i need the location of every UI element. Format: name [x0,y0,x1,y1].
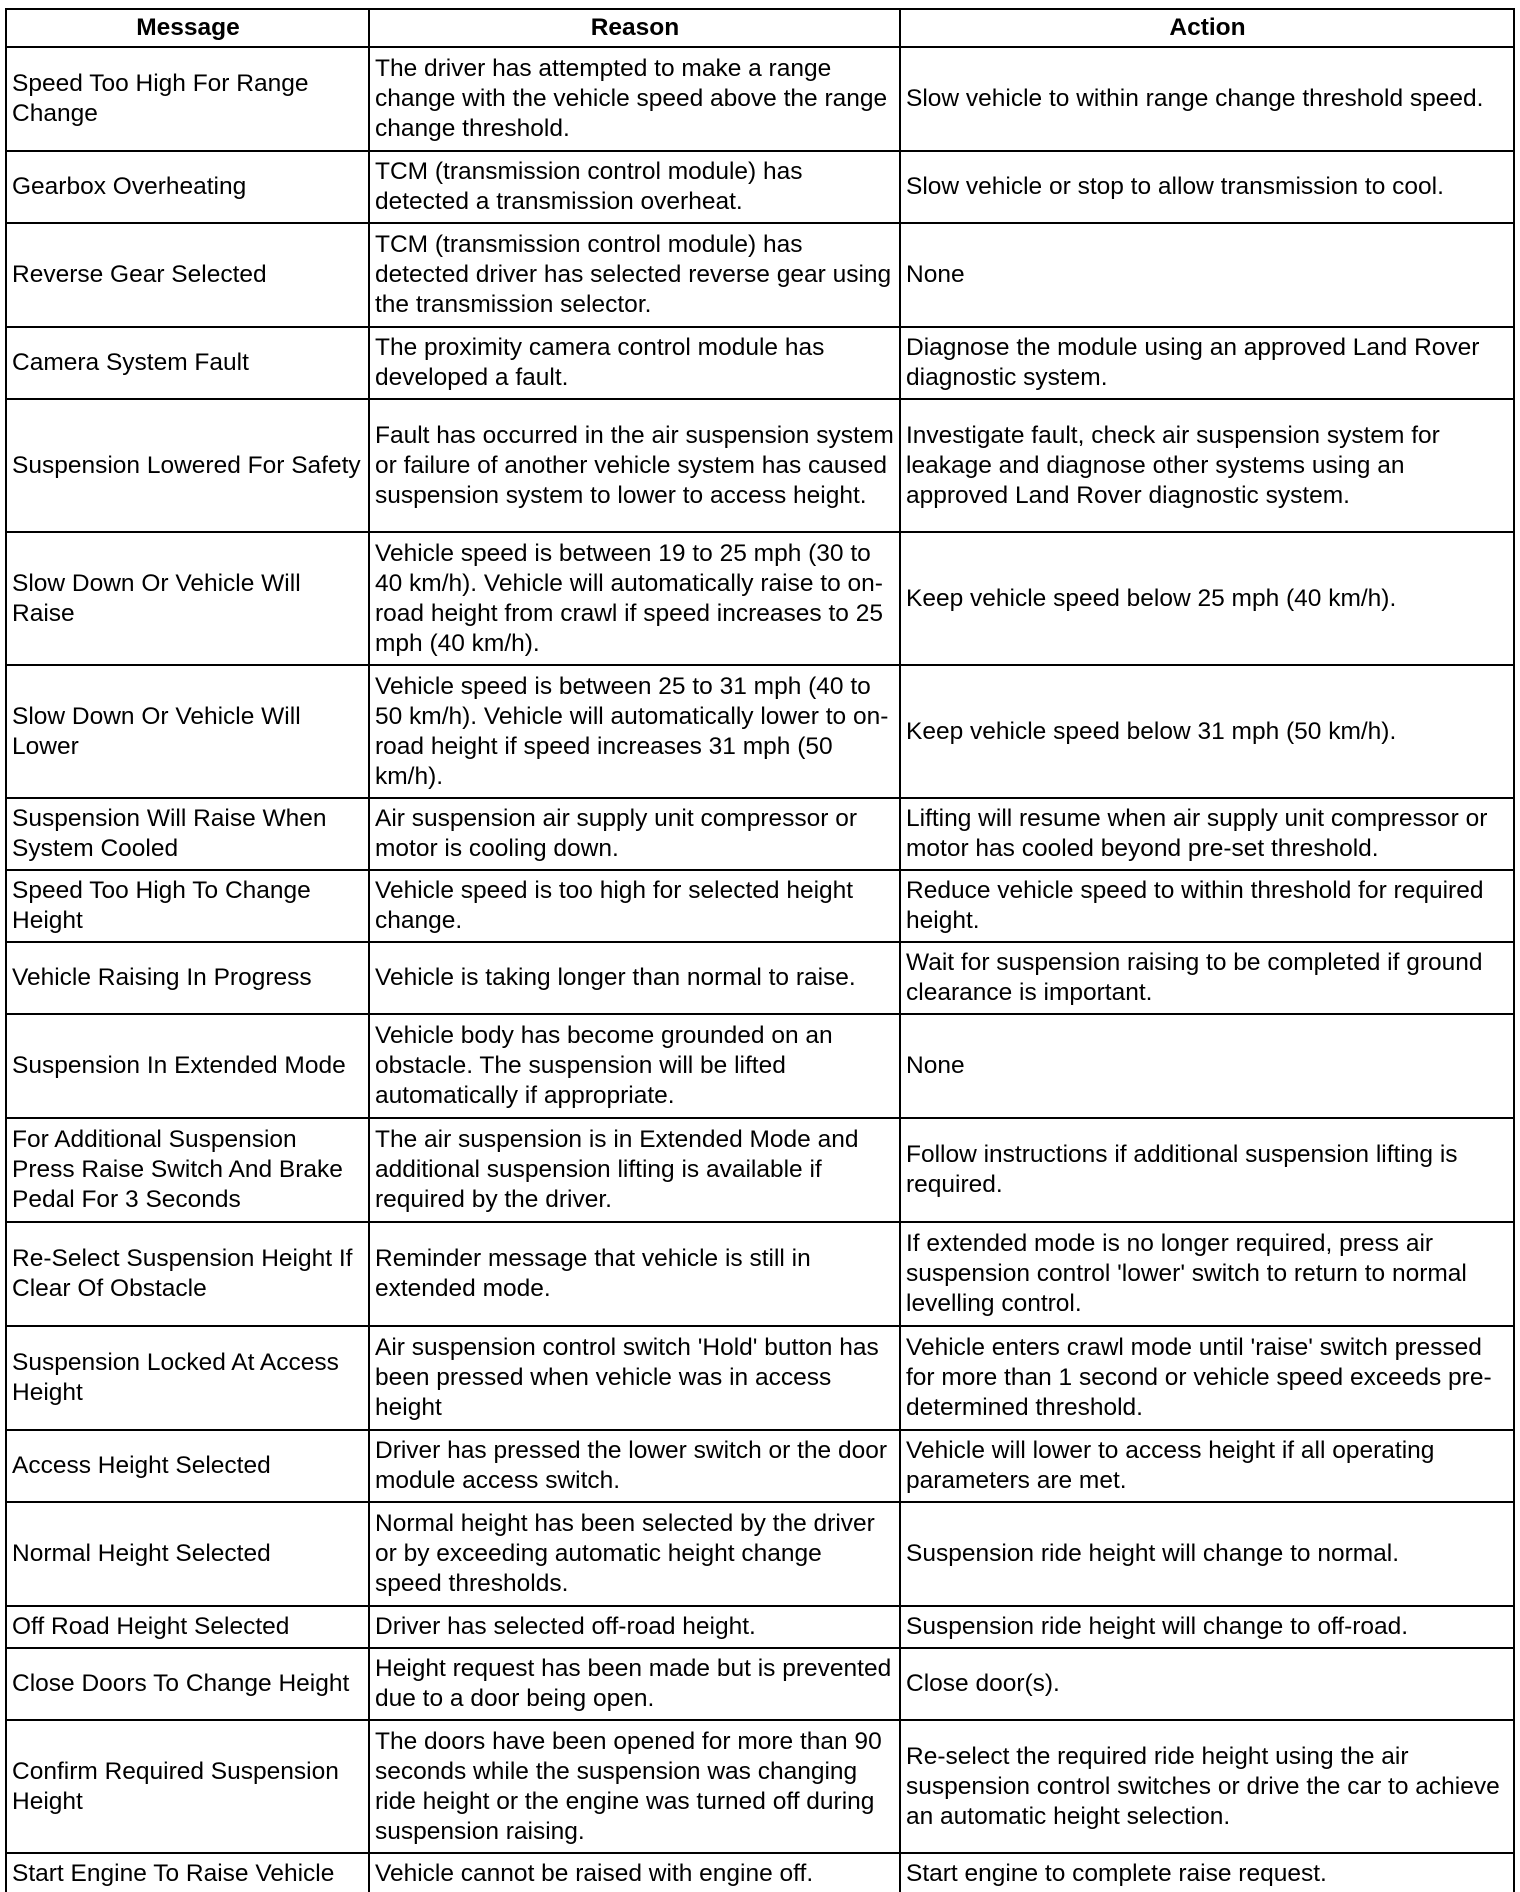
action-cell: Reduce vehicle speed to within threshold for required height. [900,870,1514,942]
reason-cell: The proximity camera control module has developed a fault. [369,327,900,399]
action-cell: Diagnose the module using an approved Land Rover diagnostic system. [900,327,1514,399]
message-cell: Re-Select Suspension Height If Clear Of Obstacle [6,1222,369,1326]
message-cell: Camera System Fault [6,327,369,399]
table-row [6,1606,1514,1648]
table-row [6,47,1514,151]
action-cell: Vehicle will lower to access height if all operating parameters are met. [900,1430,1514,1502]
table-row [6,1222,1514,1326]
message-cell: Vehicle Raising In Progress [6,942,369,1014]
message-cell: Close Doors To Change Height [6,1648,369,1720]
message-cell: Suspension Will Raise When System Cooled [6,798,369,870]
message-cell: Slow Down Or Vehicle Will Raise [6,532,369,665]
message-cell: Access Height Selected [6,1430,369,1502]
action-cell: Suspension ride height will change to normal. [900,1502,1514,1606]
table-row [6,151,1514,223]
table-row [6,1430,1514,1502]
action-cell: Vehicle enters crawl mode until 'raise' switch pressed for more than 1 second or vehicle speed exceeds pre-determined threshold. [900,1326,1514,1430]
reason-cell: Normal height has been selected by the driver or by exceeding automatic height change speed thresholds. [369,1502,900,1606]
reason-cell: Vehicle is taking longer than normal to raise. [369,942,900,1014]
reason-cell: Driver has selected off-road height. [369,1606,900,1648]
table-row [6,870,1514,942]
table-row [6,1853,1514,1892]
action-cell: If extended mode is no longer required, press air suspension control 'lower' switch to return to normal levelling control. [900,1222,1514,1326]
action-cell: Lifting will resume when air supply unit compressor or motor has cooled beyond pre-set threshold. [900,798,1514,870]
table-row [6,1720,1514,1853]
message-cell: Confirm Required Suspension Height [6,1720,369,1853]
column-header-reason: Reason [369,9,900,47]
reason-cell: Height request has been made but is prevented due to a door being open. [369,1648,900,1720]
reason-cell: The air suspension is in Extended Mode and additional suspension lifting is available if required by the driver. [369,1118,900,1222]
column-header-action: Action [900,9,1514,47]
table-row [6,399,1514,532]
reason-cell: Vehicle speed is between 25 to 31 mph (40 to 50 km/h). Vehicle will automatically lower to on-road height if speed increases 31 mph (50 km/h). [369,665,900,798]
reason-cell: Vehicle speed is too high for selected height change. [369,870,900,942]
message-cell: Suspension In Extended Mode [6,1014,369,1118]
reason-cell: Driver has pressed the lower switch or the door module access switch. [369,1430,900,1502]
table-row [6,1014,1514,1118]
column-header-message: Message [6,9,369,47]
reason-cell: TCM (transmission control module) has detected driver has selected reverse gear using the transmission selector. [369,223,900,327]
action-cell: Start engine to complete raise request. [900,1853,1514,1892]
reason-cell: Reminder message that vehicle is still in extended mode. [369,1222,900,1326]
table-row [6,223,1514,327]
action-cell: Suspension ride height will change to off-road. [900,1606,1514,1648]
reason-cell: Vehicle cannot be raised with engine off. [369,1853,900,1892]
message-cell: Slow Down Or Vehicle Will Lower [6,665,369,798]
message-cell: Start Engine To Raise Vehicle [6,1853,369,1892]
message-cell: Speed Too High For Range Change [6,47,369,151]
reason-cell: TCM (transmission control module) has detected a transmission overheat. [369,151,900,223]
action-cell: Re-select the required ride height using the air suspension control switches or drive the car to achieve an automatic height selection. [900,1720,1514,1853]
message-cell: For Additional Suspension Press Raise Switch And Brake Pedal For 3 Seconds [6,1118,369,1222]
action-cell: Slow vehicle or stop to allow transmission to cool. [900,151,1514,223]
action-cell: None [900,1014,1514,1118]
action-cell: Investigate fault, check air suspension system for leakage and diagnose other systems using an approved Land Rover diagnostic system. [900,399,1514,532]
table-row [6,942,1514,1014]
message-cell: Speed Too High To Change Height [6,870,369,942]
table-row [6,532,1514,665]
action-cell: Keep vehicle speed below 25 mph (40 km/h). [900,532,1514,665]
table-header-row [6,9,1514,47]
reason-cell: Air suspension air supply unit compressor or motor is cooling down. [369,798,900,870]
message-cell: Reverse Gear Selected [6,223,369,327]
action-cell: Wait for suspension raising to be completed if ground clearance is important. [900,942,1514,1014]
action-cell: Keep vehicle speed below 31 mph (50 km/h). [900,665,1514,798]
message-table [5,8,1515,1892]
table-row [6,1502,1514,1606]
reason-cell: Vehicle body has become grounded on an obstacle. The suspension will be lifted automatically if appropriate. [369,1014,900,1118]
message-cell: Suspension Locked At Access Height [6,1326,369,1430]
action-cell: None [900,223,1514,327]
reason-cell: Air suspension control switch 'Hold' button has been pressed when vehicle was in access height [369,1326,900,1430]
action-cell: Follow instructions if additional suspension lifting is required. [900,1118,1514,1222]
table-row [6,327,1514,399]
message-cell: Gearbox Overheating [6,151,369,223]
message-cell: Suspension Lowered For Safety [6,399,369,532]
message-cell: Normal Height Selected [6,1502,369,1606]
reason-cell: The doors have been opened for more than 90 seconds while the suspension was changing ride height or the engine was turned off during suspension raising. [369,1720,900,1853]
action-cell: Slow vehicle to within range change threshold speed. [900,47,1514,151]
reason-cell: Vehicle speed is between 19 to 25 mph (30 to 40 km/h). Vehicle will automatically raise to on-road height from crawl if speed increases to 25 mph (40 km/h). [369,532,900,665]
table-row [6,798,1514,870]
table-row [6,1648,1514,1720]
table-row [6,1118,1514,1222]
table-row [6,665,1514,798]
reason-cell: Fault has occurred in the air suspension system or failure of another vehicle system has caused suspension system to lower to access height. [369,399,900,532]
table-row [6,1326,1514,1430]
action-cell: Close door(s). [900,1648,1514,1720]
reason-cell: The driver has attempted to make a range change with the vehicle speed above the range change threshold. [369,47,900,151]
message-cell: Off Road Height Selected [6,1606,369,1648]
